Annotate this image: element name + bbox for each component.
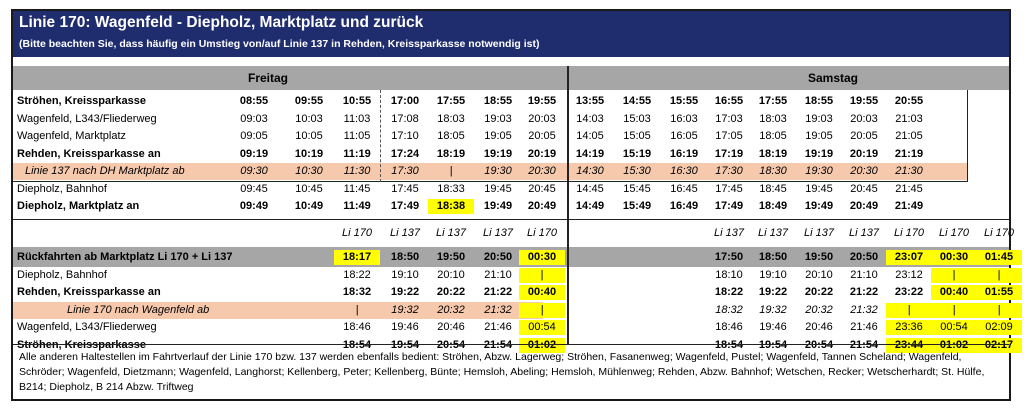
return-time: 02:17 [976,338,1022,353]
stop-label: Rehden, Kreissparkasse an [17,286,161,298]
return-time: 20:54 [804,338,834,351]
departure-time: 14:05 [576,130,604,142]
departure-time: 18:03 [437,112,465,125]
return-time: 23:07 [886,250,932,265]
departure-time: 14:03 [576,112,604,125]
return-time: 20:32 [437,303,465,316]
departure-time: 16:05 [670,130,698,142]
departure-time: 18:19 [436,147,466,160]
departure-time: 19:05 [805,130,833,142]
departure-time: 15:30 [623,165,651,177]
departure-time: 10:19 [294,147,324,160]
line-label: Li 170 [984,227,1014,239]
stop-label: Diepholz, Bahnhof [17,268,107,281]
departure-time: 19:19 [483,147,513,160]
return-time: 18:32 [342,286,372,298]
departure-time: 09:55 [294,95,324,107]
departure-time: 14:45 [576,182,604,195]
departure-time: 21:05 [895,130,923,142]
return-time: 18:10 [715,268,743,281]
page-subtitle: (Bitte beachten Sie, dass häufig ein Umstieg von/auf Linie 137 in Rehden, Kreissparkasse notwendig ist) [19,38,540,50]
return-time: 19:46 [391,321,419,333]
departure-time: 20:19 [527,147,557,160]
line-label: Li 137 [483,227,513,239]
return-time: 20:50 [483,251,513,263]
departure-time: 17:30 [715,165,743,177]
return-time: 21:32 [484,303,512,316]
return-time: 19:50 [436,251,466,263]
return-time: 21:10 [850,268,878,281]
return-time: 21:32 [850,303,878,316]
timetable-header [13,11,1009,57]
line-label: Li 170 [939,227,969,239]
departure-time: 14:19 [575,147,605,160]
return-time: 18:22 [343,268,371,281]
table-right-edge [967,90,968,182]
departure-time: 19:19 [804,147,834,160]
return-time: 18:50 [758,251,788,263]
departure-time: 21:49 [894,200,924,212]
departure-time: 20:45 [850,182,878,195]
departure-time: 18:45 [759,182,787,195]
departure-time: 09:30 [240,165,268,177]
departure-time: 11:49 [343,200,371,212]
return-time: 01:02 [931,338,977,353]
row-divider [13,181,967,182]
return-time: 19:10 [759,268,787,281]
return-time: 00:54 [519,320,565,335]
return-time: 19:22 [390,286,420,298]
departure-time: 17:00 [390,95,420,107]
footnote: Alle anderen Haltestellen im Fahrtverlauf der Linie 170 bzw. 137 werden ebenfalls bedient: Ströhen, Abzw. Lagerweg; Ströhen, Fasanenweg; Wagenfeld, Pustel; Wagenfeld, Tannen Scheland; Wagenfeld, Schröder; Wagenfeld, Dietzmann; Wagenfeld, Langhorst; Kellenberg, Peter; Kellenberg, Bünte; Hemsloh, Abeling; Hemsloh, Mühlenweg; Rehden, Abzw. Bahnhof; Wetschen, Recker; Wetscherhardt; St. Hülfe, B214; Diepholz, B 214 Abzw. Triftweg [19,351,985,393]
departure-time: 16:45 [670,182,698,195]
stop-label: Rückfahrten ab Marktplatz Li 170 + Li 137 [17,251,233,263]
stop-label: Ströhen, Kreissparkasse [17,95,147,107]
return-time: 18:50 [390,251,420,263]
line-label: Li 170 [894,227,924,239]
departure-time: 21:03 [895,112,923,125]
departure-time: 15:19 [622,147,652,160]
departure-time: 10:49 [294,200,324,212]
departure-time: 17:03 [715,112,743,125]
return-time: 19:50 [804,251,834,263]
departure-time: 19:55 [849,95,879,107]
departure-time: 16:19 [669,147,699,160]
return-time: 00:30 [519,250,565,265]
departure-time: 11:45 [343,182,371,195]
departure-time: 18:38 [428,199,474,214]
departure-time: 15:55 [669,95,699,107]
return-time: 20:10 [437,268,465,281]
line-label: Li 137 [436,227,466,239]
departure-time: 17:10 [391,130,419,142]
line-label: Li 137 [849,227,879,239]
departure-time: 20:05 [528,130,556,142]
departure-time: 21:30 [895,165,923,177]
return-time: 18:32 [715,303,743,316]
departure-time: 16:55 [714,95,744,107]
return-time: 18:54 [714,338,744,351]
return-time: 19:32 [759,303,787,316]
departure-time: 19:55 [527,95,557,107]
departure-time: 09:05 [240,130,268,142]
departure-time: 19:03 [805,112,833,125]
departure-time: 18:05 [437,130,465,142]
departure-time: 14:30 [576,165,604,177]
return-time: 20:22 [436,286,466,298]
timetable-frame [11,9,1014,401]
return-time: 23:12 [895,268,923,281]
return-time: 21:54 [483,338,513,351]
return-time: 01:55 [976,285,1022,300]
return-time: 00:30 [931,250,977,265]
departure-time: 20:49 [849,200,879,212]
departure-time: 18:55 [804,95,834,107]
return-time: 00:40 [931,285,977,300]
stop-label: Linie 137 nach DH Marktplatz ab [25,165,185,177]
departure-time: 17:55 [758,95,788,107]
return-time: | [931,268,977,283]
departure-time: 11:19 [343,147,371,160]
departure-time: 10:03 [295,112,323,125]
shift-divider [380,90,381,182]
return-time: 20:10 [805,268,833,281]
section-saturday: Samstag [807,71,859,85]
stop-label: Wagenfeld, L343/Fliederweg [17,112,157,125]
departure-time: 20:30 [850,165,878,177]
departure-time: 18:33 [437,182,465,195]
return-time: | [519,303,565,318]
return-time: 18:54 [342,338,372,351]
departure-time: 15:49 [622,200,652,212]
departure-time: 15:45 [623,182,651,195]
section-friday: Freitag [247,71,288,85]
return-time: 20:46 [437,321,465,333]
departure-time: 17:45 [715,182,743,195]
stop-label: Ströhen, Kreissparkasse [17,338,147,351]
departure-time: 19:30 [484,165,512,177]
departure-time: 20:45 [528,182,556,195]
departure-time: 18:49 [758,200,788,212]
departure-time: 17:49 [714,200,744,212]
departure-time: 14:49 [575,200,605,212]
return-time: 21:10 [484,268,512,281]
return-time: 19:46 [759,321,787,333]
departure-time: 10:30 [295,165,323,177]
departure-time: 09:19 [239,147,269,160]
return-time: 20:32 [805,303,833,316]
departure-time: 09:45 [240,182,268,195]
return-time: 02:09 [976,320,1022,335]
departure-time: 19:49 [804,200,834,212]
departure-time: 19:49 [483,200,513,212]
departure-time: 21:19 [894,147,924,160]
line-label: Li 137 [714,227,744,239]
return-time: 19:32 [391,303,419,316]
line-label: Li 137 [804,227,834,239]
departure-time: 18:30 [759,165,787,177]
departure-time: 20:05 [850,130,878,142]
return-time: 00:40 [519,285,565,300]
return-time: 21:46 [850,321,878,333]
return-time: 17:50 [714,251,744,263]
departure-time: 17:55 [436,95,466,107]
return-time: 20:22 [804,286,834,298]
return-time: 20:54 [436,338,466,351]
line-label: Li 137 [390,227,420,239]
return-time: 21:22 [483,286,513,298]
departure-time: 18:55 [483,95,513,107]
return-time: | [976,268,1022,283]
return-time: 23:22 [894,286,924,298]
return-time: | [519,268,565,283]
return-time: 18:22 [714,286,744,298]
departure-time: 17:30 [391,165,419,177]
departure-time: 19:30 [805,165,833,177]
return-time: 01:02 [519,338,565,353]
return-time: 23:36 [886,320,932,335]
return-time: 20:46 [805,321,833,333]
stop-label: Diepholz, Marktplatz an [17,200,140,212]
departure-time: 18:03 [759,112,787,125]
departure-time: 18:19 [758,147,788,160]
departure-time: 11:30 [343,165,371,177]
return-time: 18:46 [343,321,371,333]
section-divider [567,66,569,344]
return-time: | [976,303,1022,318]
departure-time: | [449,165,453,177]
return-time: 21:22 [849,286,879,298]
return-time: 20:50 [849,251,879,263]
departure-time: 16:03 [670,112,698,125]
return-time: 18:17 [334,250,380,265]
stop-label: Wagenfeld, L343/Fliederweg [17,321,157,333]
return-time: 19:22 [758,286,788,298]
stop-label: Rehden, Kreissparkasse an [17,147,161,160]
line-label: Li 137 [758,227,788,239]
return-time: | [931,303,977,318]
return-time: 19:54 [758,338,788,351]
return-time: 23:44 [886,338,932,353]
return-time: 21:54 [849,338,879,351]
departure-time: 20:30 [528,165,556,177]
departure-time: 19:03 [484,112,512,125]
departure-time: 20:49 [527,200,557,212]
departure-time: 17:24 [390,147,420,160]
stop-label: Diepholz, Bahnhof [17,182,107,195]
return-time: 21:46 [484,321,512,333]
departure-time: 19:05 [484,130,512,142]
departure-time: 17:05 [715,130,743,142]
stop-label: Linie 170 nach Wagenfeld ab [67,303,210,316]
departure-time: 10:05 [295,130,323,142]
return-time: | [886,303,932,318]
row-divider [13,219,1009,220]
departure-time: 17:45 [391,182,419,195]
departure-time: 20:19 [849,147,879,160]
departure-time: 13:55 [575,95,605,107]
departure-time: 15:03 [623,112,651,125]
departure-time: 10:45 [295,182,323,195]
departure-time: 19:45 [805,182,833,195]
page-title: Linie 170: Wagenfeld - Diepholz, Marktplatz und zurück [19,14,424,31]
departure-time: 10:55 [342,95,372,107]
departure-time: 19:45 [484,182,512,195]
departure-time: 17:49 [390,200,420,212]
line-label: Li 170 [342,227,372,239]
departure-time: 09:49 [239,200,269,212]
return-time: 00:54 [931,320,977,335]
departure-time: 20:55 [894,95,924,107]
departure-time: 21:45 [895,182,923,195]
departure-time: 17:08 [391,112,419,125]
departure-time: 11:05 [343,130,371,142]
return-time: 18:46 [715,321,743,333]
line-label: Li 170 [527,227,557,239]
departure-time: 11:03 [343,112,371,125]
departure-time: 14:55 [622,95,652,107]
return-time: | [355,303,359,316]
departure-time: 16:49 [669,200,699,212]
departure-time: 15:05 [623,130,651,142]
departure-time: 20:03 [528,112,556,125]
row-divider [13,344,1009,345]
return-time: 19:10 [391,268,419,281]
departure-time: 09:03 [240,112,268,125]
return-time: 19:54 [390,338,420,351]
stop-label: Wagenfeld, Marktplatz [17,130,127,142]
departure-time: 17:19 [714,147,744,160]
departure-time: 16:30 [670,165,698,177]
return-time: 01:45 [976,250,1022,265]
departure-time: 08:55 [239,95,269,107]
departure-time: 18:05 [759,130,787,142]
departure-time: 20:03 [850,112,878,125]
